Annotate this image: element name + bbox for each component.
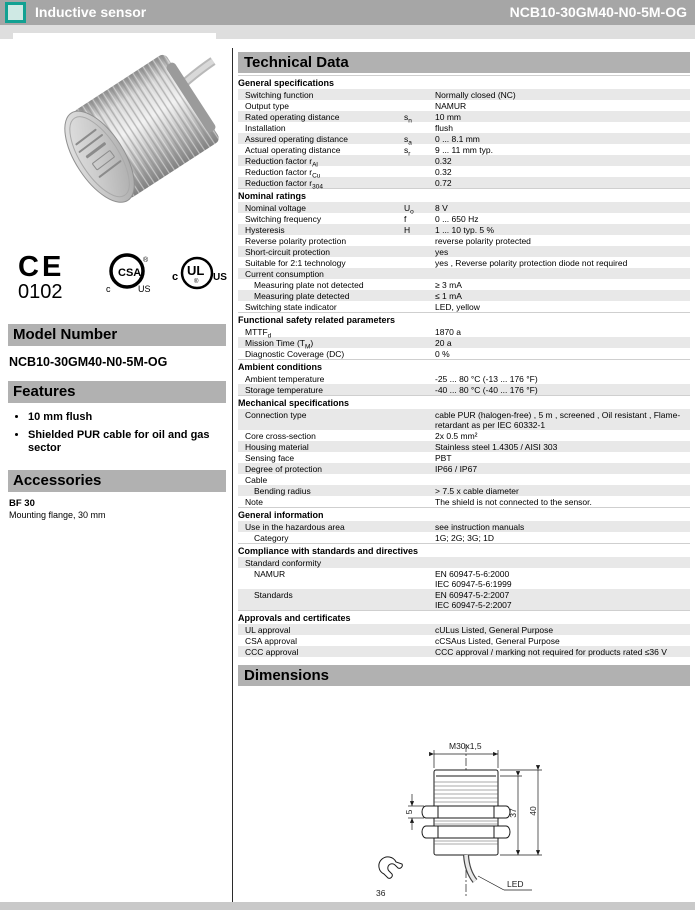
spec-table <box>238 75 690 657</box>
spec-row <box>238 144 690 158</box>
spec-label: Output type <box>245 100 289 111</box>
spec-value: CCC approval / marking not required for products rated ≤36 V <box>435 646 667 657</box>
spec-label: Connection type <box>245 409 307 420</box>
spec-row <box>238 441 690 452</box>
product-photo <box>13 33 216 240</box>
spec-section-title: Compliance with standards and directives <box>238 543 690 557</box>
spec-value: 0.32 <box>435 166 452 177</box>
spec-row <box>238 301 690 312</box>
spec-value: NAMUR <box>435 100 467 111</box>
technical-data-title: Technical Data <box>238 52 690 73</box>
spec-label: Assured operating distance <box>245 133 349 144</box>
spec-value: yes <box>435 246 449 257</box>
spec-row <box>238 122 690 133</box>
ce-mark-icon <box>18 251 64 303</box>
spec-value: PBT <box>435 452 452 463</box>
spec-value: ≥ 3 mA <box>435 279 462 290</box>
spec-value: reverse polarity protected <box>435 235 531 246</box>
spec-symbol: $U_o$ <box>404 202 414 216</box>
accessory-name: BF 30 <box>9 498 35 509</box>
spec-value: 10 mm <box>435 111 461 122</box>
column-divider <box>232 48 233 903</box>
spec-value: yes , Reverse polarity protection diode not required <box>435 257 628 268</box>
spec-value: Normally closed (NC) <box>435 89 516 100</box>
spec-label: NAMUR <box>254 568 286 579</box>
spec-section-title: Nominal ratings <box>238 188 690 202</box>
spec-label: Suitable for 2:1 technology <box>245 257 346 268</box>
spec-label: Housing material <box>245 441 309 452</box>
spec-label: Cable <box>245 474 268 485</box>
spec-row <box>238 463 690 474</box>
spec-row <box>238 568 690 589</box>
spec-label: Current consumption <box>245 268 324 279</box>
spec-label: Note <box>245 496 263 507</box>
spec-section-title: Ambient conditions <box>238 359 690 373</box>
spec-row <box>238 348 690 359</box>
svg-text:UL: UL <box>187 263 205 278</box>
spec-label: Reverse polarity protection <box>245 235 347 246</box>
features-section-title: Features <box>8 381 226 403</box>
spec-label: Bending radius <box>254 485 311 496</box>
feature-item: • Shielded PUR cable for oil and gas sector <box>28 429 222 455</box>
spec-value: The shield is not connected to the sensor. <box>435 496 592 507</box>
technical-data-column <box>238 52 690 915</box>
ul-mark-icon <box>172 258 227 288</box>
spec-value: 0 ... 8.1 mm <box>435 133 480 144</box>
spec-value: cable PUR (halogen-free) , 5 m , screened , Oil resistant , Flame- retardant as per IEC 60332-1 <box>435 409 681 430</box>
spec-row <box>238 290 690 301</box>
svg-text:®: ® <box>143 257 149 264</box>
spec-value: 2x 0.5 mm² <box>435 430 478 441</box>
spec-value: -25 ... 80 °C (-13 ... 176 °F) <box>435 373 538 384</box>
spec-row <box>238 224 690 235</box>
spec-label: CCC approval <box>245 646 299 657</box>
spec-row <box>238 89 690 100</box>
spec-value: 8 V <box>435 202 448 213</box>
svg-text:c: c <box>172 271 179 283</box>
spec-label: UL approval <box>245 624 291 635</box>
spec-label: Category <box>254 532 289 543</box>
spec-label: Standard conformity <box>245 557 322 568</box>
spec-label: Degree of protection <box>245 463 323 474</box>
spec-row <box>238 409 690 430</box>
accessories-section-title: Accessories <box>8 470 226 492</box>
spec-row <box>238 246 690 257</box>
svg-text:c: c <box>106 284 111 294</box>
spec-row <box>238 166 690 180</box>
spec-label: Storage temperature <box>245 384 323 395</box>
accessory-item <box>8 492 226 520</box>
model-number-value: NCB10-30GM40-N0-5M-OG <box>9 355 168 369</box>
svg-text:CE: CE <box>18 251 65 283</box>
spec-label: Switching state indicator <box>245 301 337 312</box>
spec-label: Short-circuit protection <box>245 246 331 257</box>
accessory-description: Mounting flange, 30 mm <box>9 510 106 520</box>
spec-row <box>238 268 690 279</box>
spec-value: 1G; 2G; 3G; 1D <box>435 532 495 543</box>
svg-text:CSA: CSA <box>118 267 142 279</box>
spec-row <box>238 557 690 568</box>
dimensions-section <box>238 665 690 915</box>
spec-row <box>238 202 690 216</box>
spec-symbol: $s_a$ <box>404 133 412 147</box>
dimension-drawing <box>366 738 576 910</box>
spec-row <box>238 155 690 169</box>
spec-label: Installation <box>245 122 286 133</box>
spec-label: Reduction factor $r_{304}$ <box>245 177 323 191</box>
spec-row <box>238 430 690 441</box>
header-model-number: NCB10-30GM40-N0-5M-OG <box>509 4 687 20</box>
thread-dimension-label: M30x1,5 <box>449 741 482 751</box>
spec-row <box>238 257 690 268</box>
spec-row <box>238 133 690 147</box>
model-number-section-title: Model Number <box>8 324 226 346</box>
features-list <box>8 403 226 470</box>
svg-text:US: US <box>138 284 151 294</box>
spec-row <box>238 485 690 496</box>
wrench-size-label: 36 <box>376 888 386 898</box>
spec-row <box>238 111 690 125</box>
height-40-label: 40 <box>528 806 538 816</box>
spec-label: Actual operating distance <box>245 144 341 155</box>
nut-height-label: 5 <box>404 809 414 815</box>
spec-value: 9 ... 11 mm typ. <box>435 144 493 155</box>
svg-text:US: US <box>213 272 227 283</box>
spec-label: Measuring plate not detected <box>254 279 364 290</box>
spec-value: EN 60947-5-2:2007 IEC 60947-5-2:2007 <box>435 589 512 610</box>
spec-value: 1 ... 10 typ. 5 % <box>435 224 495 235</box>
spec-label: Rated operating distance <box>245 111 340 122</box>
spec-label: Hysteresis <box>245 224 285 235</box>
spec-label: Nominal voltage <box>245 202 306 213</box>
spec-value: 0.72 <box>435 177 452 188</box>
ce-number: 0102 <box>18 281 63 303</box>
spec-row <box>238 373 690 384</box>
spec-row <box>238 384 690 395</box>
spec-label: Reduction factor $r_{Cu}$ <box>245 166 321 180</box>
spec-row <box>238 326 690 340</box>
spec-symbol: $s_r$ <box>404 144 411 158</box>
spec-row <box>238 235 690 246</box>
spec-label: $MTTF_d$ <box>245 326 272 340</box>
spec-row <box>238 635 690 646</box>
spec-value: 0.32 <box>435 155 452 166</box>
certification-marks <box>14 248 227 308</box>
spec-label: Ambient temperature <box>245 373 325 384</box>
spec-value: ≤ 1 mA <box>435 290 462 301</box>
spec-row <box>238 279 690 290</box>
spec-section-title: General information <box>238 507 690 521</box>
spec-symbol: $s_n$ <box>404 111 412 125</box>
spec-label: CSA approval <box>245 635 297 646</box>
svg-text:®: ® <box>194 279 199 285</box>
spec-row <box>238 496 690 507</box>
spec-value: 0 % <box>435 348 450 359</box>
spec-value: cCSAus Listed, General Purpose <box>435 635 560 646</box>
spec-value: cULus Listed, General Purpose <box>435 624 554 635</box>
spec-row <box>238 589 690 610</box>
spec-label: Diagnostic Coverage (DC) <box>245 348 345 359</box>
spec-value: 20 a <box>435 337 452 348</box>
spec-value: flush <box>435 122 453 133</box>
spec-row <box>238 177 690 191</box>
led-label: LED <box>507 879 524 889</box>
spec-value: see instruction manuals <box>435 521 525 532</box>
spec-section-title: Mechanical specifications <box>238 395 690 409</box>
spec-value: Stainless steel 1.4305 / AISI 303 <box>435 441 558 452</box>
spec-row <box>238 624 690 635</box>
spec-row <box>238 532 690 543</box>
spec-value: EN 60947-5-6:2000 IEC 60947-5-6:1999 <box>435 568 512 589</box>
spec-row <box>238 213 690 224</box>
spec-label: Sensing face <box>245 452 295 463</box>
page-header <box>0 0 695 25</box>
spec-label: Switching function <box>245 89 314 100</box>
feature-item: • 10 mm flush <box>28 411 222 424</box>
spec-label: Standards <box>254 589 293 600</box>
spec-value: LED, yellow <box>435 301 480 312</box>
csa-mark-icon <box>106 255 151 294</box>
spec-label: Switching frequency <box>245 213 322 224</box>
spec-value: 1870 a <box>435 326 461 337</box>
spec-section-title: Functional safety related parameters <box>238 312 690 326</box>
spec-value: 0 ... 650 Hz <box>435 213 479 224</box>
sidebar <box>8 324 226 520</box>
spec-label: Measuring plate detected <box>254 290 350 301</box>
spec-row <box>238 474 690 485</box>
spec-label: Core cross-section <box>245 430 316 441</box>
spec-label: Reduction factor $r_{Al}$ <box>245 155 318 169</box>
wrench-icon <box>379 857 402 878</box>
height-37-label: 37 <box>508 808 518 818</box>
dimensions-title: Dimensions <box>238 665 690 686</box>
spec-symbol: H <box>404 224 411 235</box>
page-footer-strip <box>0 902 695 910</box>
spec-row <box>238 337 690 351</box>
spec-label: Mission Time $(T_M)$ <box>245 337 314 351</box>
spec-row <box>238 646 690 657</box>
spec-row <box>238 452 690 463</box>
spec-row <box>238 100 690 111</box>
spec-value: IP66 / IP67 <box>435 463 478 474</box>
spec-value: -40 ... 80 °C (-40 ... 176 °F) <box>435 384 538 395</box>
spec-section-title: Approvals and certificates <box>238 610 690 624</box>
spec-label: Use in the hazardous area <box>245 521 345 532</box>
spec-row <box>238 521 690 532</box>
spec-value: > 7.5 x cable diameter <box>435 485 519 496</box>
spec-symbol: f <box>404 213 407 224</box>
product-type-title: Inductive sensor <box>35 4 147 20</box>
brand-icon <box>5 2 26 23</box>
spec-section-title: General specifications <box>238 75 690 89</box>
